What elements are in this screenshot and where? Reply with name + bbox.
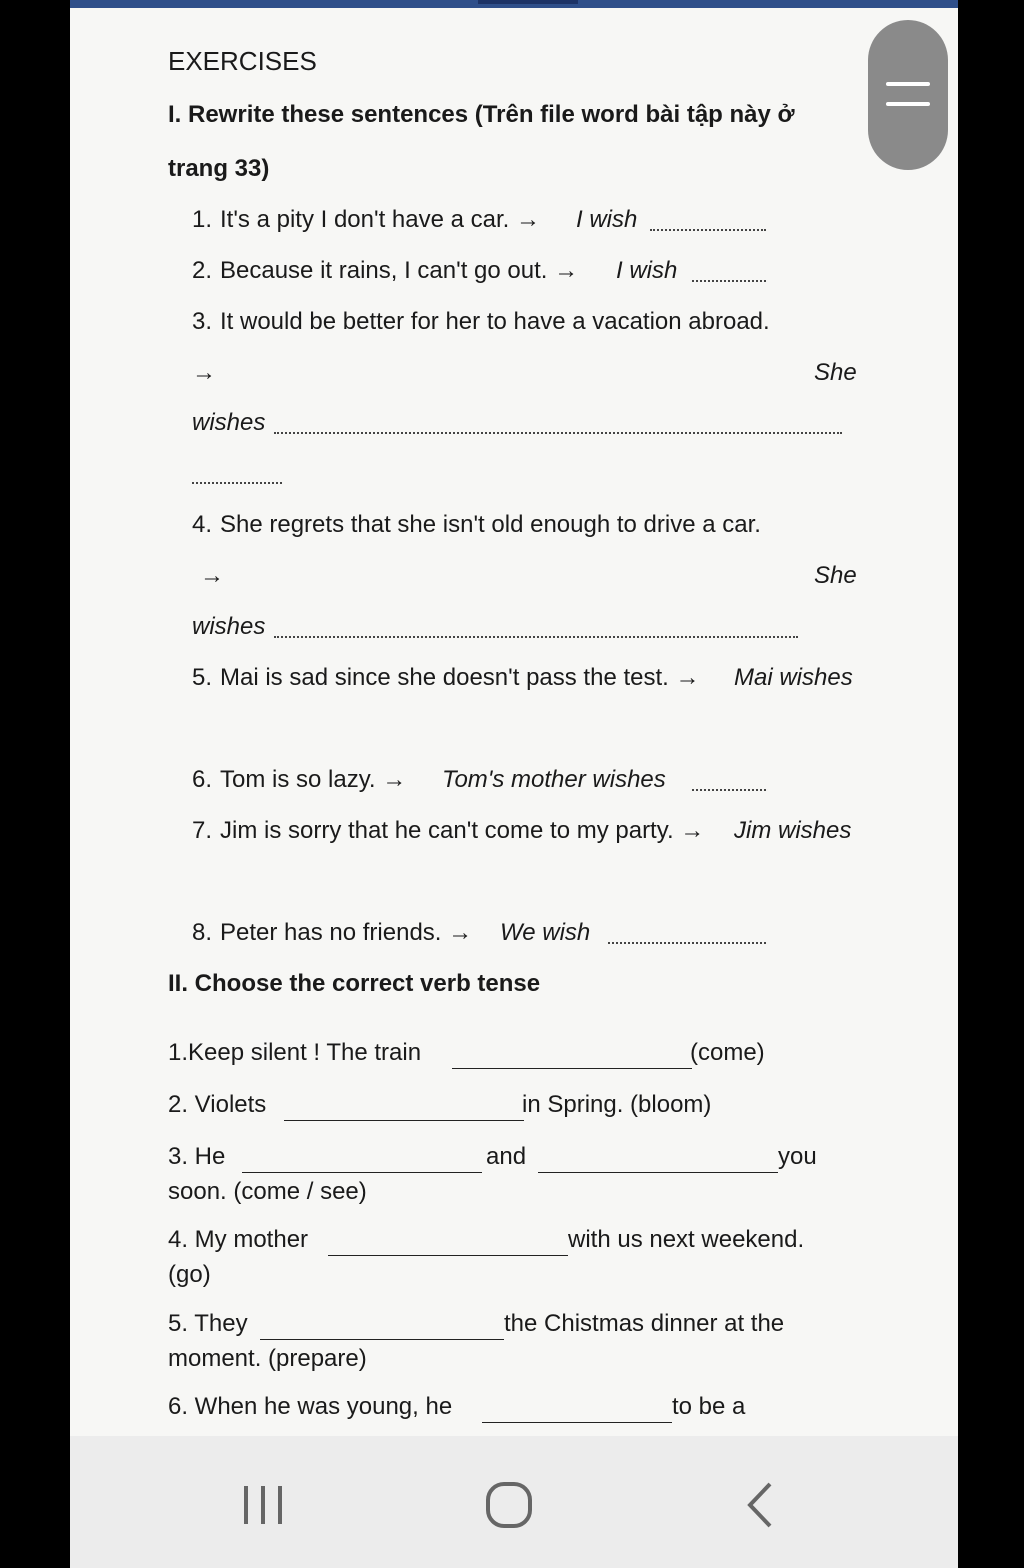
q6-number: 6.	[192, 766, 213, 793]
section1-heading-line2: trang 33)	[168, 155, 270, 182]
q3-answer-blank-continued[interactable]	[192, 482, 282, 484]
s2-q5-answer-line[interactable]	[260, 1339, 504, 1340]
q4-answer-blank[interactable]	[274, 636, 798, 638]
q8-number: 8.	[192, 919, 213, 946]
s2-q4-hint: (go)	[168, 1261, 211, 1288]
s2-q3-you: you	[778, 1143, 817, 1170]
s2-q3-text: 3. He	[168, 1143, 226, 1170]
q6-answer-blank[interactable]	[692, 789, 766, 791]
q8-text: Peter has no friends. →	[220, 919, 473, 946]
q1-answer-blank[interactable]	[650, 229, 766, 231]
s2-q4-rest: with us next weekend.	[568, 1226, 805, 1253]
home-icon[interactable]	[484, 1480, 536, 1537]
s2-q3-answer-line-2[interactable]	[538, 1172, 778, 1173]
q6-text: Tom is so lazy. →	[220, 766, 407, 793]
q8-answer-blank[interactable]	[608, 942, 766, 944]
q1-prompt: I wish	[576, 206, 638, 233]
q2-prompt: I wish	[616, 257, 678, 284]
s2-q4-answer-line[interactable]	[328, 1255, 568, 1256]
q4-prompt-wishes: wishes	[192, 613, 266, 640]
s2-q5-text: 5. They	[168, 1310, 248, 1337]
s2-q3-answer-line-1[interactable]	[242, 1172, 482, 1173]
q3-answer-blank[interactable]	[274, 432, 842, 434]
q6-prompt: Tom's mother wishes	[442, 766, 666, 793]
scroll-handle[interactable]	[868, 20, 948, 170]
s2-q2-answer-line[interactable]	[284, 1120, 524, 1121]
active-tab-indicator	[478, 0, 578, 4]
q5-number: 5.	[192, 664, 213, 691]
s2-q2-hint: in Spring. (bloom)	[522, 1091, 712, 1118]
system-navigation-bar	[70, 1436, 958, 1568]
recent-apps-icon[interactable]	[238, 1480, 288, 1535]
back-icon[interactable]	[740, 1480, 780, 1535]
s2-q1-text: 1.Keep silent ! The train	[168, 1039, 422, 1066]
q7-text: Jim is sorry that he can't come to my party. →	[220, 817, 705, 844]
q5-prompt: Mai wishes	[734, 664, 853, 691]
page-title: EXERCISES	[168, 46, 317, 76]
s2-q4-text: 4. My mother	[168, 1226, 309, 1253]
s2-q3-hint: soon. (come / see)	[168, 1178, 367, 1205]
q3-arrow: →	[192, 359, 216, 386]
q8-prompt: We wish	[500, 919, 591, 946]
q7-number: 7.	[192, 817, 213, 844]
s2-q6-text: 6. When he was young, he	[168, 1393, 453, 1420]
s2-q5-hint: moment. (prepare)	[168, 1345, 367, 1372]
q2-answer-blank[interactable]	[692, 280, 766, 282]
scroll-handle-grip-top	[886, 82, 930, 86]
document-page	[70, 0, 958, 1568]
q2-number: 2.	[192, 257, 213, 284]
s2-q3-and: and	[486, 1143, 527, 1170]
q3-text: It would be better for her to have a vacation abroad.	[220, 308, 770, 335]
s2-q6-answer-line[interactable]	[482, 1422, 672, 1423]
q2-text: Because it rains, I can't go out. →	[220, 257, 579, 284]
q7-prompt: Jim wishes	[734, 817, 852, 844]
q1-text: It's a pity I don't have a car. →	[220, 206, 540, 233]
q4-text: She regrets that she isn't old enough to drive a car.	[220, 511, 761, 538]
q3-prompt-wishes: wishes	[192, 409, 266, 436]
q4-arrow: →	[200, 562, 224, 589]
s2-q1-hint: (come)	[690, 1039, 765, 1066]
s2-q5-rest: the Chistmas dinner at the	[504, 1310, 785, 1337]
section2-heading: II. Choose the correct verb tense	[168, 970, 541, 997]
section1-heading-line1: I. Rewrite these sentences (Trên file word bài tập này ở	[168, 101, 795, 128]
s2-q2-text: 2. Violets	[168, 1091, 267, 1118]
top-toolbar-strip	[70, 0, 958, 8]
scroll-handle-grip-bottom	[886, 102, 930, 106]
s2-q1-answer-line[interactable]	[452, 1068, 692, 1069]
q1-number: 1.	[192, 206, 213, 233]
s2-q6-rest: to be a	[672, 1393, 746, 1420]
q3-prompt-she: She	[814, 359, 857, 386]
q4-number: 4.	[192, 511, 213, 538]
q5-text: Mai is sad since she doesn't pass the test. →	[220, 664, 700, 691]
q4-prompt-she: She	[814, 562, 857, 589]
q3-number: 3.	[192, 308, 213, 335]
